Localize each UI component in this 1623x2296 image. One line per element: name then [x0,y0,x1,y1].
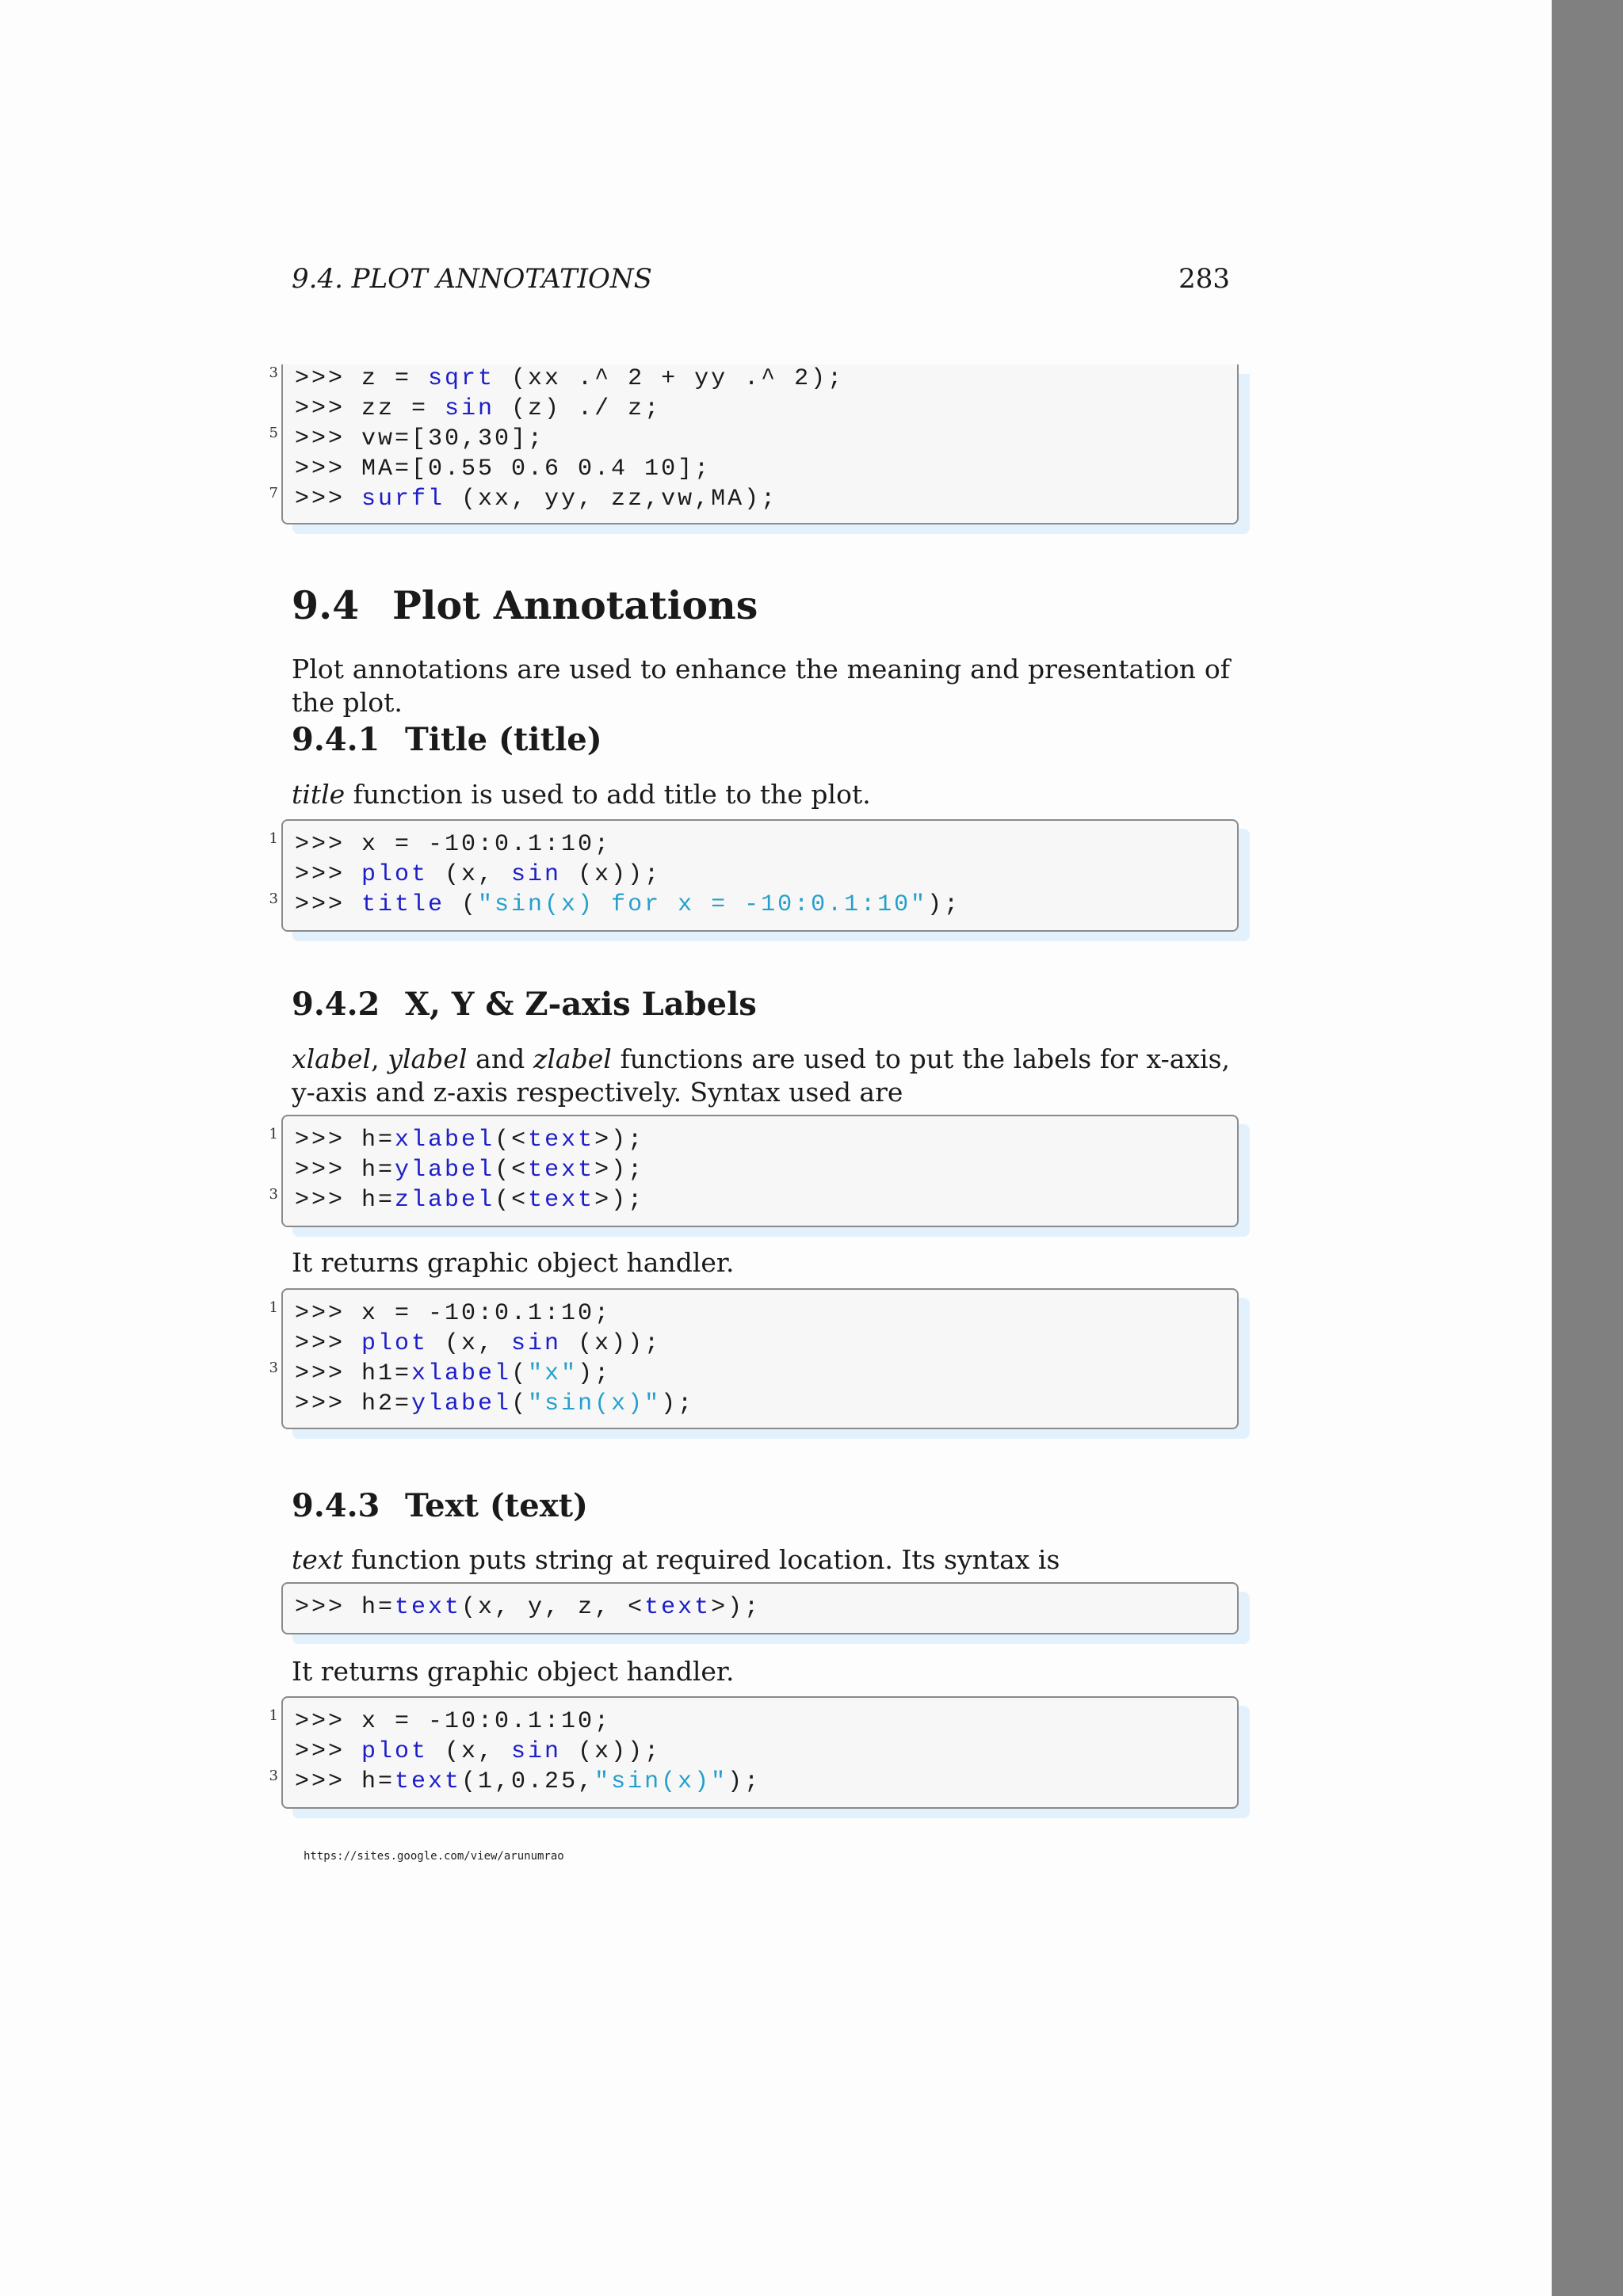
code-block-surfl [269,364,1239,524]
code-line [295,1299,611,1328]
code-block-label-example [269,1288,1239,1429]
labels-paragraph [292,1043,1230,1109]
section-number: 9.4 [292,582,360,628]
code-keyword: text [528,1127,595,1154]
code-text: (x)); [561,1330,662,1357]
code-line [295,860,661,889]
paragraph-text: , [371,1043,388,1074]
running-head [292,263,1230,298]
code-text: >>> h= [295,1594,395,1621]
line-number: 1 [269,1299,278,1316]
function-name: text [292,1544,343,1575]
section-intro: Plot annotations are used to enhance the meaning and presentation of the plot. [292,654,1230,718]
code-keyword: text [528,1157,595,1184]
code-text: (< [495,1157,529,1184]
section-heading [292,582,758,628]
line-number: 3 [269,1186,278,1203]
code-line [295,455,711,483]
subsection-title: X, Y & Z-axis Labels [405,986,757,1023]
code-string: "sin(x)" [528,1390,662,1417]
code-text: >>> zz = [295,395,445,422]
code-text: (x)); [561,861,662,888]
code-line [295,1360,611,1388]
code-block-text-syntax [281,1582,1239,1634]
code-keyword: surfl [361,486,445,513]
line-number: 1 [269,830,278,847]
code-keyword: title [361,891,445,918]
code-text: ( [511,1390,529,1417]
code-keyword: sqrt [428,365,495,392]
code-line [295,1737,661,1766]
code-text: ); [661,1390,695,1417]
subsection-number: 9.4.1 [292,721,380,758]
code-string: "sin(x)" [594,1768,728,1795]
code-text: >>> h= [295,1768,395,1795]
code-text: >>> x = -10:0.1:10; [295,1708,612,1735]
code-text: >); [594,1157,645,1184]
code-text: (1,0.25, [461,1768,595,1795]
paragraph-text: function is used to add title to the plot. [345,779,871,810]
line-number: 3 [269,1360,278,1376]
code-text: >); [711,1594,762,1621]
code-keyword: ylabel [411,1390,512,1417]
code-text: >>> x = -10:0.1:10; [295,831,612,858]
subsection-heading-text [292,1487,588,1524]
code-keyword: text [528,1187,595,1214]
paragraph-text: function puts string at required location. Its syntax is [342,1544,1060,1575]
code-text: >>> [295,486,362,513]
code-keyword: text [644,1594,712,1621]
subsection-title: Title (title) [405,721,602,758]
title-paragraph [292,778,1230,811]
code-text: >>> z = [295,365,429,392]
paragraph-text: functions are used to put the labels for x-axis, y-axis and z-axis respectively. Syntax used are [292,1043,1230,1108]
code-keyword: xlabel [395,1127,495,1154]
code-keyword: plot [361,1738,429,1765]
code-line [295,1156,644,1184]
code-text: >>> h= [295,1187,395,1214]
code-text: (xx .^ 2 + yy .^ 2); [495,365,845,392]
code-text: >); [594,1187,645,1214]
code-keyword: text [395,1594,462,1621]
code-keyword: sin [511,1330,562,1357]
code-line [295,485,777,513]
code-line [295,425,544,453]
code-text: (x, y, z, < [461,1594,645,1621]
code-line [295,1390,694,1418]
code-keyword: sin [445,395,495,422]
code-text: >>> vw=[30,30]; [295,425,545,452]
line-number: 1 [269,1126,278,1142]
code-line [295,1329,661,1358]
code-keyword: plot [361,861,429,888]
code-line [295,1707,611,1736]
section-title: Plot Annotations [392,582,758,628]
code-text: ( [445,891,479,918]
code-text: >>> h= [295,1127,395,1154]
code-line [295,830,611,859]
code-block-title [269,819,1239,932]
code-line [295,1126,644,1154]
code-keyword: sin [511,861,562,888]
code-line [295,1186,644,1215]
function-name: zlabel [533,1043,612,1074]
function-name: ylabel [388,1043,468,1074]
returns-paragraph: It returns graphic object handler. [292,1247,735,1278]
code-string: "sin(x) for x = -10:0.1:10" [478,891,928,918]
subsection-number: 9.4.2 [292,986,380,1023]
subsection-heading-labels [292,986,757,1023]
line-number: 1 [269,1707,278,1724]
subsection-heading-title [292,721,602,758]
returns-paragraph: It returns graphic object handler. [292,1656,735,1687]
code-keyword: text [395,1768,462,1795]
code-text: (x, [428,1330,512,1357]
code-text: (z) ./ z; [495,395,662,422]
line-number: 7 [269,485,278,502]
code-text: >); [594,1127,645,1154]
code-text: (< [495,1187,529,1214]
code-text: (x, [428,1738,512,1765]
code-text: >>> MA=[0.55 0.6 0.4 10]; [295,456,712,482]
code-string: "x" [528,1360,579,1387]
code-text: ( [511,1360,529,1387]
code-text: >>> h= [295,1157,395,1184]
chapter-title: 9.4. PLOT ANNOTATIONS [292,263,652,295]
code-keyword: sin [511,1738,562,1765]
code-keyword: plot [361,1330,429,1357]
code-line [295,364,844,393]
code-keyword: zlabel [395,1187,495,1214]
code-line [295,1593,761,1622]
code-text: (< [495,1127,529,1154]
code-text: >>> [295,1330,362,1357]
function-name: xlabel [292,1043,372,1074]
code-text: >>> [295,1738,362,1765]
code-block-label-syntax [269,1115,1239,1227]
code-text: (x)); [561,1738,662,1765]
code-text: >>> h1= [295,1360,412,1387]
line-number: 3 [269,1768,278,1784]
code-block-text-example [269,1696,1239,1809]
code-line [295,1768,761,1796]
code-text: ); [578,1360,612,1387]
code-keyword: ylabel [395,1157,495,1184]
footer-url: https://sites.google.com/view/arunumrao [304,1850,564,1863]
line-number: 3 [269,364,278,381]
code-text: >>> x = -10:0.1:10; [295,1300,612,1327]
code-text: (x, [428,861,512,888]
viewer-side-panel [1552,0,1623,2296]
page-number: 283 [1178,263,1230,295]
code-text: >>> h2= [295,1390,412,1417]
code-line [295,891,960,919]
code-line [295,395,661,423]
line-number: 5 [269,425,278,441]
text-paragraph [292,1543,1230,1577]
code-text: >>> [295,891,362,918]
line-number: 3 [269,891,278,907]
code-text: ); [727,1768,762,1795]
subsection-number: 9.4.3 [292,1487,380,1524]
subsection-title: Text (text) [405,1487,588,1524]
function-name: title [292,779,346,810]
code-text: (xx, yy, zz,vw,MA); [445,486,778,513]
paragraph-text: and [467,1043,533,1074]
code-text: >>> [295,861,362,888]
code-keyword: xlabel [411,1360,512,1387]
code-text: ); [927,891,961,918]
